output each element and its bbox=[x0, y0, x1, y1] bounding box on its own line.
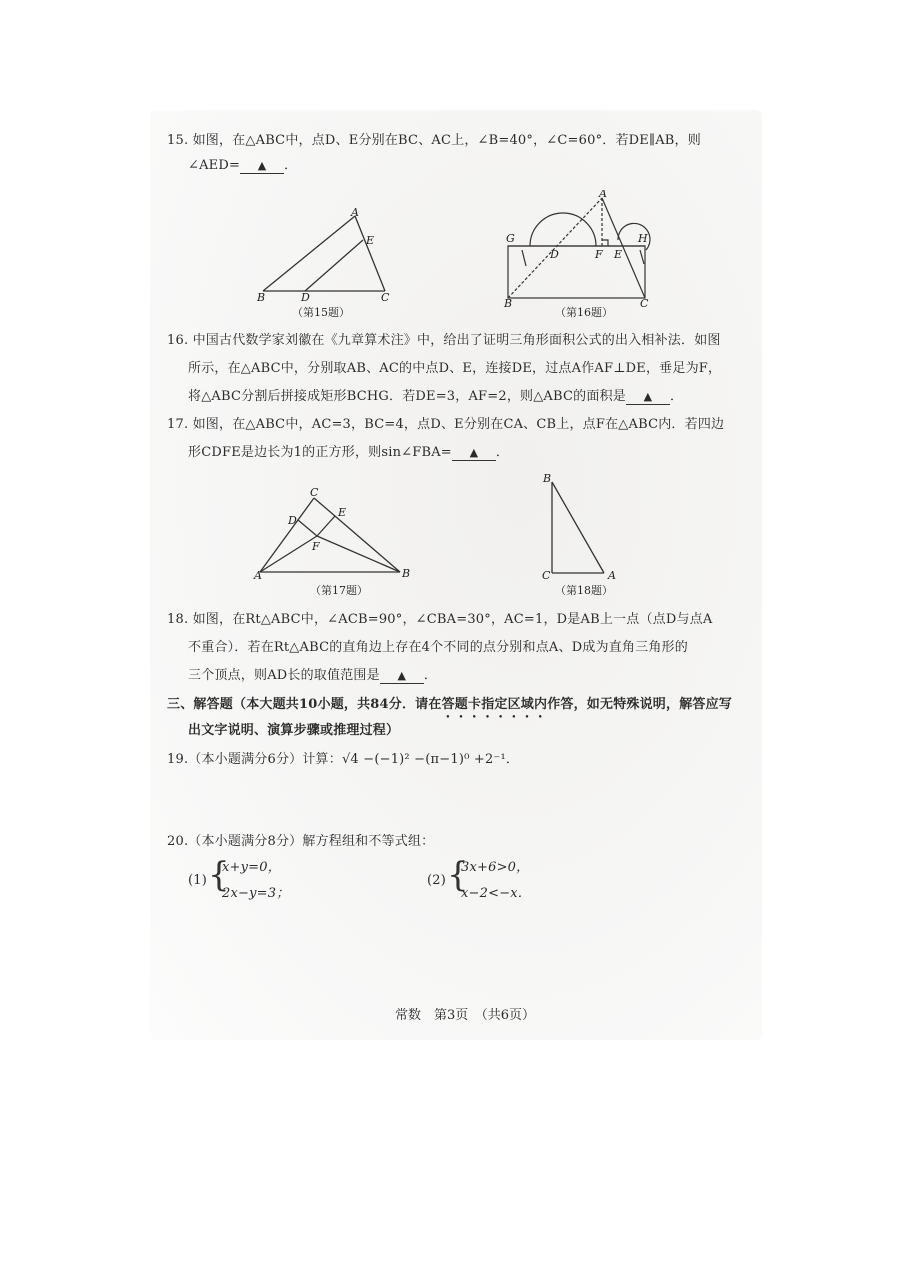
q20-part2-label: (2) bbox=[427, 873, 447, 888]
q20-part2-eq1: 3x+6>0， bbox=[461, 860, 530, 875]
q20-part2-eq2: x−2<−x． bbox=[461, 886, 532, 901]
q20-part1-eq2: 2x−y=3； bbox=[222, 886, 290, 901]
svg-text:E: E bbox=[366, 234, 375, 247]
svg-text:B: B bbox=[402, 567, 411, 580]
figure-18 bbox=[540, 470, 630, 580]
q17-answer-blank: ▲ bbox=[452, 446, 496, 461]
q20-part1-eq1: x+y=0， bbox=[222, 860, 281, 875]
q17-line1: 17. 如图，在△ABC中，AC=3，BC=4，点D、E分别在CA、CB上，点F在△ABC内．若四边 bbox=[167, 417, 725, 432]
fig17-caption: （第17题） bbox=[310, 584, 368, 597]
svg-text:C: C bbox=[640, 297, 649, 308]
page-footer: 常数 第3页 （共6页） bbox=[395, 1008, 536, 1023]
q15-line1: 15. 如图，在△ABC中，点D、E分别在BC、AC上，∠B=40°，∠C=60°．若DE∥AB，则 bbox=[167, 133, 701, 148]
figure-17 bbox=[252, 486, 417, 581]
q20-text: 20.（本小题满分8分）解方程组和不等式组： bbox=[167, 834, 435, 849]
figure-15 bbox=[255, 208, 395, 303]
svg-text:G: G bbox=[506, 232, 515, 245]
svg-text:B: B bbox=[257, 291, 266, 303]
fig15-caption: （第15题） bbox=[292, 306, 350, 319]
svg-text:F: F bbox=[312, 540, 320, 553]
svg-text:F: F bbox=[595, 248, 603, 261]
svg-text:H: H bbox=[638, 232, 648, 245]
svg-text:C: C bbox=[542, 569, 551, 580]
fig18-caption: （第18题） bbox=[555, 584, 613, 597]
q18-line2: 不重合）．若在Rt△ABC的直角边上存在4个不同的点分别和点A、D成为直角三角形的 bbox=[188, 640, 688, 655]
svg-text:C: C bbox=[310, 486, 319, 499]
svg-text:E: E bbox=[614, 248, 623, 261]
q16-line3: 将△ABC分割后拼接成矩形BCHG．若DE=3，AF=2，则△ABC的面积是 ▲ ． bbox=[188, 389, 684, 404]
q18-line1: 18. 如图，在Rt△ABC中，∠ACB=90°，∠CBA=30°，AC=1，D是AB上一点（点D与点A bbox=[167, 612, 713, 627]
figure-16 bbox=[500, 190, 660, 308]
section3-heading-line2: 出文字说明、演算步骤或推理过程） bbox=[188, 723, 400, 738]
svg-text:A: A bbox=[351, 208, 359, 219]
q18-line3: 三个顶点，则AD长的取值范围是 ▲ ． bbox=[188, 668, 438, 683]
q16-line2: 所示，在△ABC中，分别取AB、AC的中点D、E，连接DE，过点A作AF⊥DE，垂足为F， bbox=[188, 361, 722, 376]
svg-text:B: B bbox=[543, 472, 552, 485]
svg-text:D: D bbox=[288, 514, 297, 527]
svg-text:D: D bbox=[550, 248, 559, 261]
section3-heading-line1: 三、解答题（本大题共10小题，共84分．请在答题卡指定区域内作答，如无特殊说明，解答应写 bbox=[167, 697, 733, 712]
svg-text:A: A bbox=[608, 569, 616, 580]
svg-text:A: A bbox=[599, 190, 607, 200]
svg-text:A: A bbox=[254, 569, 262, 581]
q20-part1-label: (1) bbox=[188, 873, 208, 888]
q20-part1-brace: { bbox=[208, 855, 230, 895]
section3-emphasis: 答题卡指定区域内 bbox=[441, 697, 548, 712]
svg-text:C: C bbox=[381, 291, 390, 303]
q18-answer-blank: ▲ bbox=[380, 669, 424, 684]
q17-line2: 形CDFE是边长为1的正方形，则sin∠FBA= ▲ ． bbox=[188, 445, 510, 460]
fig16-caption: （第16题） bbox=[555, 306, 613, 319]
svg-text:D: D bbox=[301, 291, 310, 303]
svg-text:B: B bbox=[504, 297, 513, 308]
svg-text:E: E bbox=[338, 506, 347, 519]
q15-answer-blank: ▲ bbox=[240, 159, 284, 174]
q20-part2-brace: { bbox=[447, 855, 469, 895]
q15-line2: ∠AED= ▲ ． bbox=[188, 158, 298, 173]
q16-line1: 16. 中国古代数学家刘徽在《九章算术注》中，给出了证明三角形面积公式的出入相补法．如图 bbox=[167, 333, 721, 348]
q16-answer-blank: ▲ bbox=[626, 390, 670, 405]
q19-text: 19.（本小题满分6分）计算：√4 −(−1)² −(π−1)⁰ +2⁻¹． bbox=[167, 752, 520, 767]
